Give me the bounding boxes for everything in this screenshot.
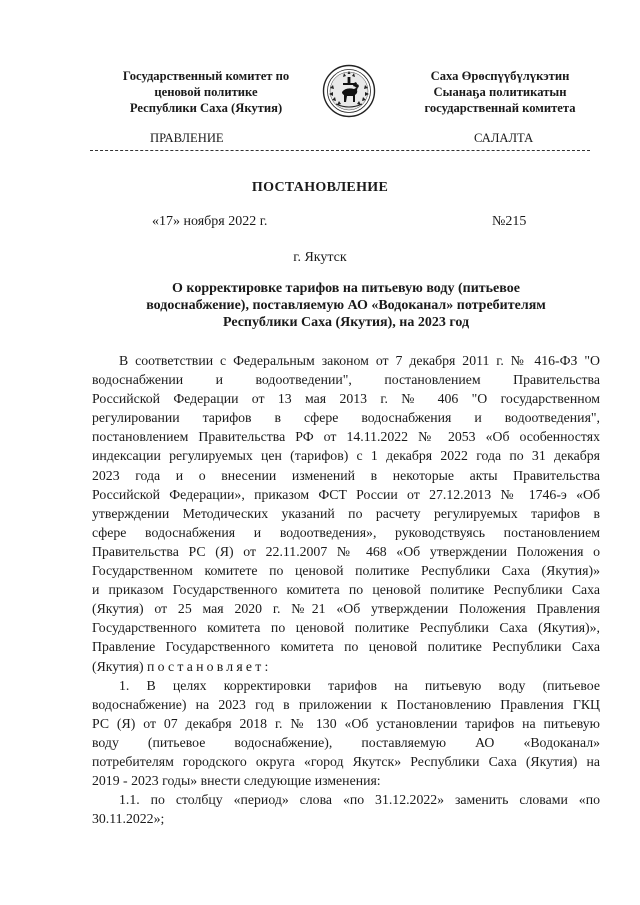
body-line: Российской Федерации от 13 мая 2013 г. № 406 "О государственном xyxy=(92,391,600,407)
header-right-line: Сыанаҕа политикатын xyxy=(433,85,567,99)
subject-line: водоснабжение), поставляемую АО «Водоканал» потребителям xyxy=(146,298,546,313)
body-line: водоснабжении и водоотведении", постановлением Правительства xyxy=(92,372,600,388)
document-date: «17» ноября 2022 г. xyxy=(152,214,268,229)
body-line: Государственного комитета по ценовой политике Республики Саха (Якутия)», xyxy=(92,620,600,636)
item-1-line: потребителям городского округа «город Якутск» Республики Саха (Якутия) на xyxy=(92,753,600,769)
body-line: Российской Федерации», приказом ФСТ России от 27.12.2013 № 1746-э «Об xyxy=(92,486,600,502)
item-1-line: 2019 - 2023 годы» внести следующие изменения: xyxy=(92,773,381,789)
subject-line: Республики Саха (Якутия), на 2023 год xyxy=(222,315,470,330)
item-1-line: РС (Я) от 07 декабря 2018 г. № 130 «Об установлении тарифов на питьевую xyxy=(92,715,600,731)
resolution-line xyxy=(92,657,600,676)
body-line: Правительства РС (Я) от 22.11.2007 № 468 «Об утверждении Положения о xyxy=(92,543,600,559)
body-line: и приказом Государственного комитета по ценовой политике Республики Саха xyxy=(92,582,600,598)
header-right-line: Саха Өрөспүүбүлүкэтин xyxy=(430,69,570,83)
header-left-line: ценовой политике xyxy=(154,85,258,99)
board-label-yakut: САЛАЛТА xyxy=(474,131,534,145)
body-line: 2023 года и о внесении изменений в некоторые акты Правительства xyxy=(92,467,600,483)
body-line: индексации регулируемых цен (тарифов) с 1 декабря 2022 года по 31 декабря xyxy=(92,448,600,464)
body-line: постановлением Правительства РФ от 14.11.2022 № 2053 «Об особенностях xyxy=(92,429,600,445)
header-left-line: Республики Саха (Якутия) xyxy=(129,101,283,115)
header-divider xyxy=(90,150,590,151)
committee-name-yakut xyxy=(400,68,600,116)
resolution-prefix: (Якутия) xyxy=(92,658,148,674)
subject-line: О корректировке тарифов на питьевую воду (питьевое xyxy=(172,281,520,296)
header-left-line: Государственный комитет по xyxy=(122,69,290,83)
body-line: утверждении Методических указаний по расчету регулируемых тарифов в xyxy=(92,505,600,521)
item-1-line: 1. В целях корректировки тарифов на питьевую воду (питьевое xyxy=(119,677,600,693)
item-1-line: водоснабжение) на 2023 год в приложении к Постановлению Правления ГКЦ xyxy=(92,696,600,712)
body-line: сфере водоснабжения и водоотведения», руководствуясь постановлением xyxy=(92,524,600,540)
item-1-1-line: 30.11.2022»; xyxy=(92,811,165,827)
item-1-1-line: 1.1. по столбцу «период» слова «по 31.12.2022» заменить словами «по xyxy=(119,792,600,808)
header-right-line: государственнай комитета xyxy=(424,101,576,115)
body-line: (Якутия) от 25 мая 2020 г. №21 «Об утверждении Положения Правления xyxy=(92,601,600,617)
body-line: Правление Государственного комитета по ценовой политике Республики Саха xyxy=(92,639,600,655)
board-label-russian: ПРАВЛЕНИЕ xyxy=(150,131,224,145)
document-subject xyxy=(96,280,596,331)
body-line: Государственном комитете по ценовой политике Республики Саха (Якутия)» xyxy=(92,563,600,579)
document-number: №215 xyxy=(492,214,527,229)
committee-name-russian xyxy=(96,68,316,116)
body-line: регулировании тарифов в сфере водоснабжения и водоотведения", xyxy=(92,410,600,426)
document-body xyxy=(92,351,600,828)
body-line: В соответствии с Федеральным законом от 7 декабря 2011 г. № 416-ФЗ "О xyxy=(119,353,600,368)
document-city: г. Якутск xyxy=(293,250,347,265)
resolution-word: постановляет: xyxy=(147,658,272,674)
item-1-line: воду (питьевое водоснабжение), поставляемую АО «Водоканал» xyxy=(92,734,600,750)
coat-of-arms-icon xyxy=(322,64,376,118)
document-title: ПОСТАНОВЛЕНИЕ xyxy=(251,180,389,195)
